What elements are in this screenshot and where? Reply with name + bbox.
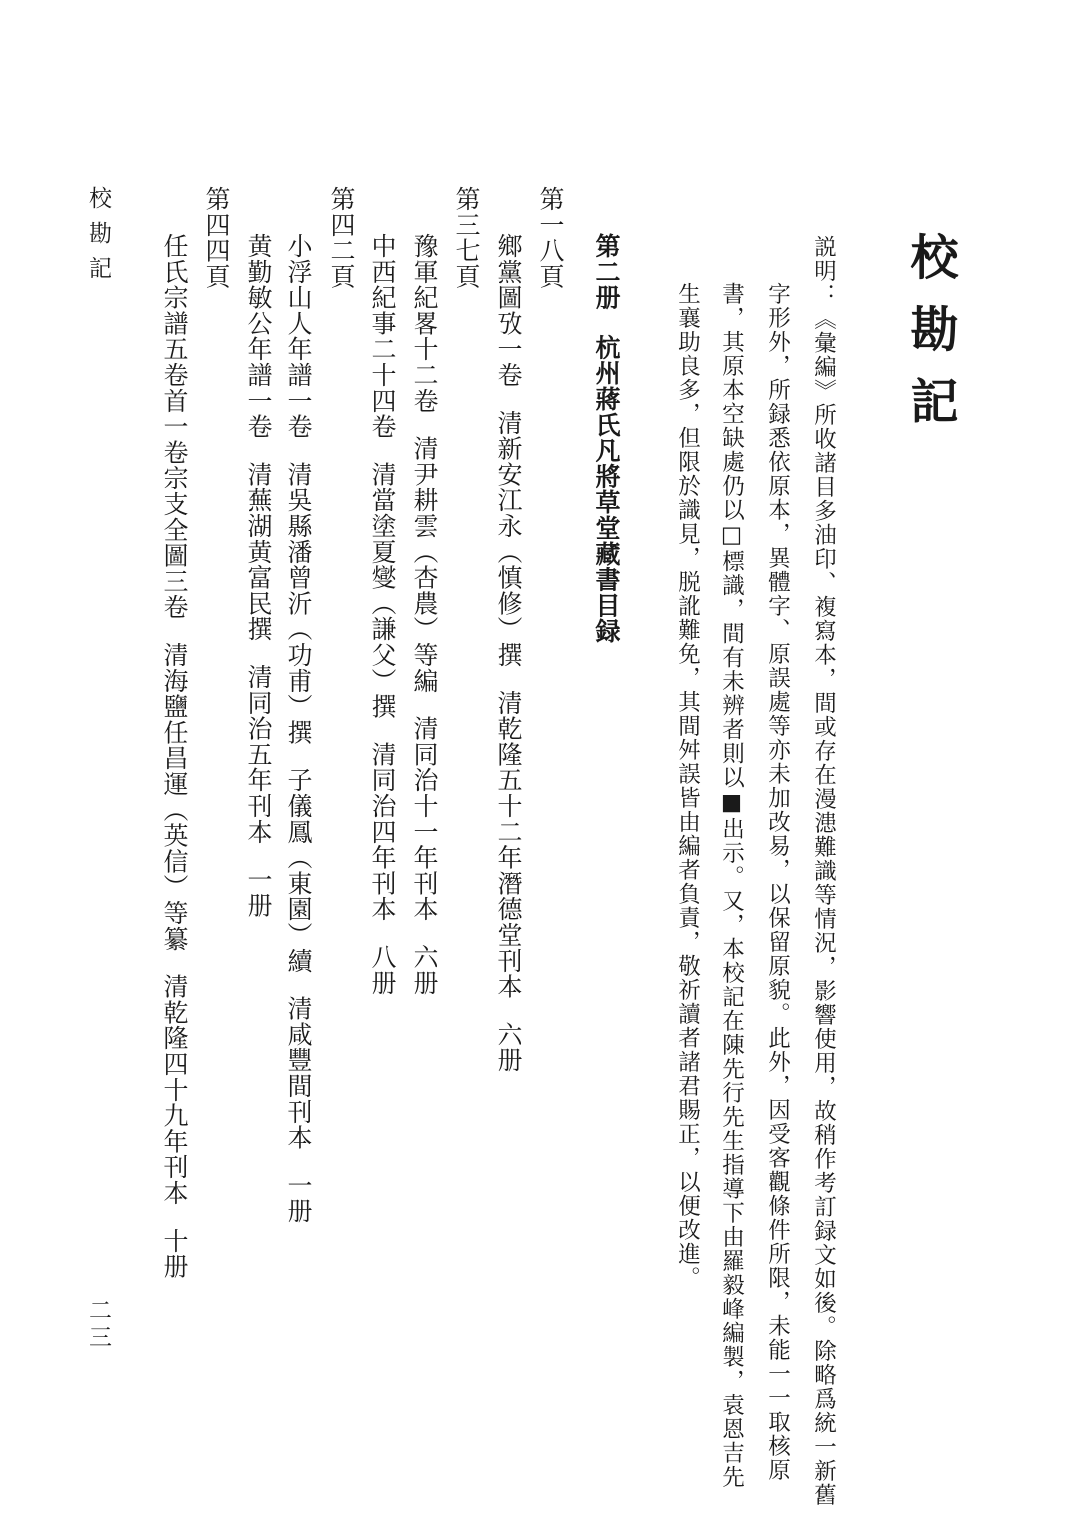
volume-title: 杭州蔣氏凡將草堂藏書目録 — [592, 334, 621, 645]
catalog-entry — [162, 233, 187, 1279]
entry-author: 清尹耕雲（杏農）等編 — [410, 435, 439, 694]
page-number: 二三 — [85, 1298, 111, 1352]
catalog-entry — [246, 233, 271, 918]
entry-edition: 清同治五年刊本 — [244, 664, 273, 845]
volume-number: 第二册 — [592, 233, 621, 311]
page-title: 校勘記 — [902, 232, 958, 448]
note-line-1: 説明：《彙編》所收諸目多油印、複寫本，間或存在漫漶難識等情況，影響使用，故稍作考訂録文如後。除略爲統一新舊 — [810, 235, 837, 1507]
entry-author: 清當塗夏燮（謙父）撰 — [368, 461, 397, 720]
running-head: 校勘記 — [85, 186, 111, 291]
page-reference: 第四四頁 — [202, 186, 231, 290]
catalog-entry — [496, 233, 521, 1073]
note-line-4: 生襄助良多，但限於識見，脱訛難免，其間舛誤皆由編者負責，敬祈讀者諸君賜正，以便改進。 — [674, 282, 701, 1290]
entry-title: 豫軍紀畧十二卷 — [410, 233, 439, 414]
page-reference: 第四二頁 — [327, 186, 356, 290]
entry-count: 六册 — [494, 1021, 523, 1074]
entry-title: 中西紀事二十四卷 — [368, 233, 397, 440]
entry-edition: 清咸豐間刊本 — [284, 995, 313, 1151]
entry-count: 六册 — [410, 944, 439, 996]
note-line-3: 書，其原本空缺處仍以□標識，間有未辨者則以■出示。又，本校記在陳先行先生指導下由羅毅峰編製，袁恩吉先 — [718, 282, 745, 1489]
entry-title: 黄勤敏公年譜一卷 — [244, 233, 273, 440]
entry-edition: 清乾隆五十二年潛德堂刊本 — [494, 689, 523, 1000]
entry-count: 一册 — [284, 1172, 313, 1225]
volume-heading — [594, 233, 619, 644]
entry-extra: 子儀鳳（東園）續 — [284, 767, 313, 974]
page-reference: 第一八頁 — [536, 186, 565, 290]
catalog-entry — [286, 233, 311, 1224]
entry-title: 鄉黨圖攷一卷 — [494, 233, 523, 388]
catalog-entry — [370, 233, 395, 996]
entry-edition: 清同治十一年刊本 — [410, 715, 439, 923]
entry-author: 清海鹽任昌運（英信）等纂 — [160, 642, 189, 952]
entry-count: 一册 — [244, 866, 273, 919]
entry-title: 任氏宗譜五卷首一卷宗支全圖三卷 — [160, 233, 189, 620]
entry-edition: 清同治四年刊本 — [368, 741, 397, 923]
entry-count: 八册 — [368, 944, 397, 996]
entry-author: 清蕪湖黄富民撰 — [244, 461, 273, 643]
entry-author: 清新安江永（慎修）撰 — [494, 409, 523, 668]
note-line-2: 字形外，所録悉依原本，異體字、原誤處等亦未加改易，以保留原貌。此外，因受客觀條件所限，未能一一取核原 — [764, 282, 791, 1482]
entry-title: 小浮山人年譜一卷 — [284, 233, 313, 440]
entry-edition: 清乾隆四十九年刊本 — [160, 973, 189, 1206]
page-reference: 第三七頁 — [452, 186, 481, 290]
entry-author: 清吳縣潘曾沂（功甫）撰 — [284, 461, 313, 746]
entry-count: 十册 — [160, 1227, 189, 1280]
catalog-entry — [412, 233, 437, 996]
